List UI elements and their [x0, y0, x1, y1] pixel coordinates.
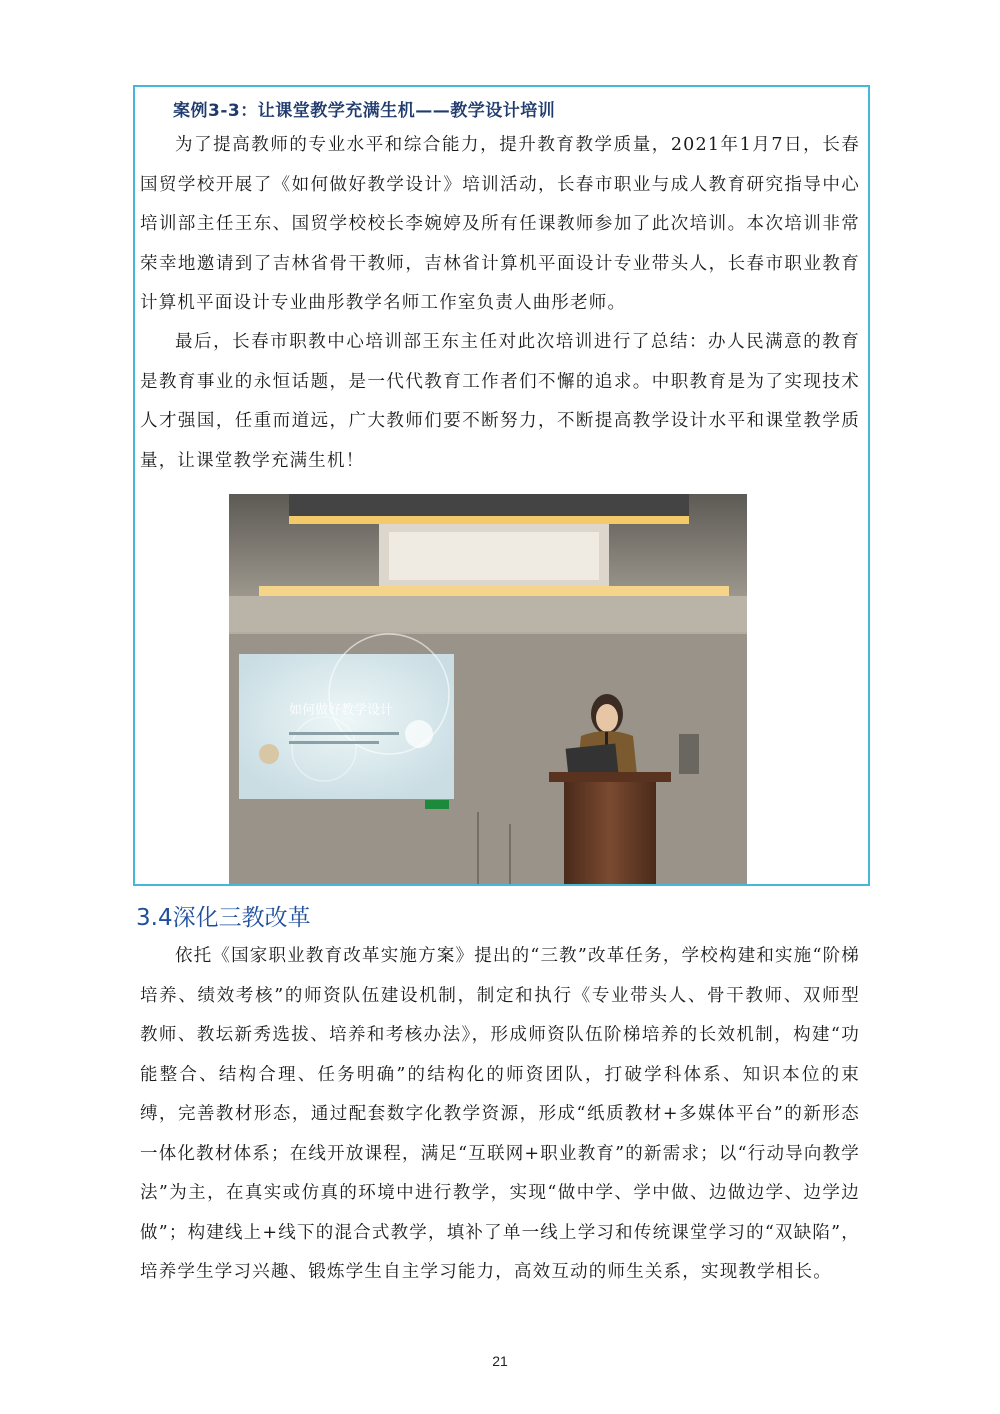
page-number: 21 — [492, 1353, 508, 1369]
training-photo-graphic — [229, 494, 747, 884]
slide-title-text: 如何做好教学设计 — [289, 703, 394, 718]
case-title: 案例3-3：让课堂教学充满生机——教学设计培训 — [173, 101, 556, 121]
case-paragraph-2: 最后，长春市职教中心培训部王东主任对此次培训进行了总结：办人民满意的教育是教育事业的永恒话题，是一代代教育工作者们不懈的追求。中职教育是为了实现技术人才强国，任重而道远，广大教师们要不断努力，不断提高教学设计水平和课堂教学质量，让课堂教学充满生机！ — [140, 332, 860, 471]
section-heading: 3.4深化三教改革 — [136, 905, 311, 931]
section-paragraph: 依托《国家职业教育改革实施方案》提出的“三教”改革任务，学校构建和实施“阶梯培养、绩效考核”的师资队伍建设机制，制定和执行《专业带头人、骨干教师、双师型教师、教坛新秀选拔、培养和考核办法》，形成师资队伍阶梯培养的长效机制，构建“功能整合、结构合理、任务明确”的结构化的师资团队，打破学科体系、知识本位的束缚，完善教材形态，通过配套数字化教学资源，形成“纸质教材+多媒体平台”的新形态一体化教材体系；在线开放课程，满足“互联网+职业教育”的新需求；以“行动导向教学法”为主，在真实或仿真的环境中进行教学，实现“做中学、学中做、边做边学、边学边做”；构建线上+线下的混合式教学，填补了单一线上学习和传统课堂学习的“双缺陷”，培养学生学习兴趣、锻炼学生自主学习能力，高效互动的师生关系，实现教学相长。 — [140, 946, 860, 1282]
training-photo — [229, 494, 747, 884]
case-paragraph-1: 为了提高教师的专业水平和综合能力，提升教育教学质量，2021年1月7日，长春国贸学校开展了《如何做好教学设计》培训活动，长春市职业与成人教育研究指导中心培训部主任王东、国贸学校校长李婉婷及所有任课教师参加了此次培训。本次培训非常荣幸地邀请到了吉林省骨干教师，吉林省计算机平面设计专业带头人，长春市职业教育计算机平面设计专业曲彤教学名师工作室负责人曲彤老师。 — [140, 135, 860, 313]
